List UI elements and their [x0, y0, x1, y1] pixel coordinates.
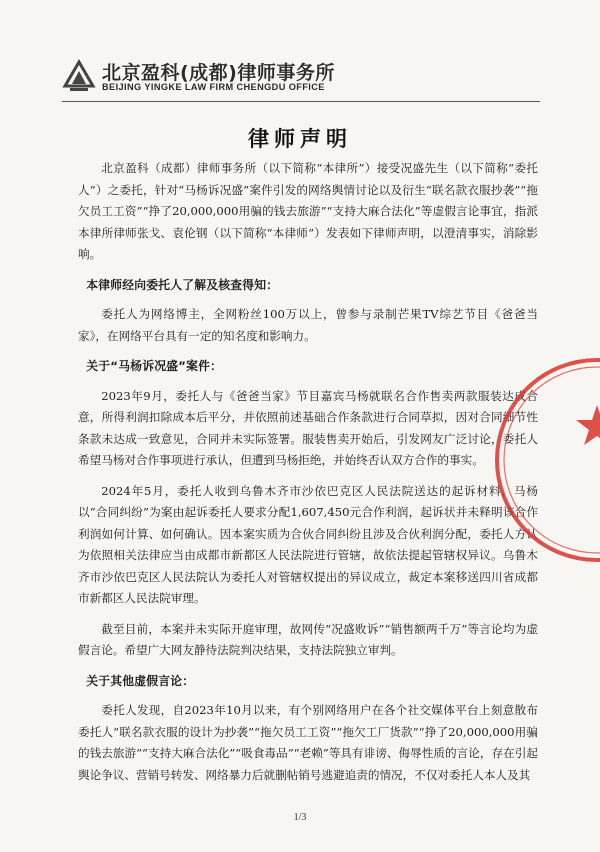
- red-seal-stamp: [487, 330, 600, 590]
- firm-name-en: BEIJING YINGKE LAW FIRM CHENGDU OFFICE: [102, 82, 325, 92]
- document-title: 律师声明: [248, 127, 352, 151]
- paragraph: 委托人发现，自2023年10月以来，有个别网络用户在各个社交媒体平台上刻意散布委托人“联名款衣服的设计为抄袭”“拖欠员工工资”“拖欠工厂货款”“挣了20,000,000用骗的钱去旅游”“支持大麻合法化”“吸食毒品”“老赖”等具有诽谤、侮辱性质的言论，存在引起舆论争议、营销号转发、网络暴力后就删帖销号逃避追责的情况，不仅对委托人本人及其: [78, 703, 538, 782]
- header-divider: [62, 101, 540, 102]
- document-body: [78, 158, 538, 795]
- section-heading: 关于其他虚假言论：: [86, 673, 195, 688]
- firm-name-cn: 北京盈科(成都)律师事务所: [102, 62, 335, 84]
- paragraph: 2023年9月，委托人与《爸爸当家》节目嘉宾马杨就联名合作售卖两款服装达成合意，所得利润扣除成本后平分，并依照前述基础合作条款进行合同草拟，因对合同细节性条款未达成一致意见，合同并未实际签署。服装售卖开始后，引发网友广泛讨论，委托人希望马杨对合作事项进行承认，但遭到马杨拒绝，并始终否认双方合作的事实。: [78, 388, 538, 467]
- page-number: 1/3: [293, 812, 307, 823]
- section-heading: 本律师经向委托人了解及核查得知：: [86, 277, 279, 292]
- letterhead: [62, 57, 482, 97]
- firm-logo-icon: [62, 59, 96, 93]
- paragraph: 委托人为网络博主，全网粉丝100万以上，曾参与录制芒果TV综艺节目《爸爸当家》，在网络平台具有一定的知名度和影响力。: [78, 307, 538, 343]
- paragraph: 2024年5月，委托人收到乌鲁木齐市沙依巴克区人民法院送达的起诉材料，马杨以“合同纠纷”为案由起诉委托人要求分配1,607,450元合作利润，起诉状并未释明该合作利润如何计算、如何确认。因本案实质为合伙合同纠纷且涉及合伙利润分配，委托人方认为依照相关法律应当由成都市新都区人民法院进行管辖，故依法提起管辖权异议。乌鲁木齐市沙依巴克区人民法院认为委托人对管辖权提出的异议成立，裁定本案移送四川省成都市新都区人民法院审理。: [78, 483, 538, 605]
- paragraph: 截至目前，本案并未实际开庭审理，故网传“况盛败诉”“销售额两千万”等言论均为虚假言论。希望广大网友静待法院判决结果，支持法院独立审判。: [78, 621, 538, 657]
- section-heading: 关于“马杨诉况盛”案件：: [86, 359, 223, 373]
- intro-paragraph: 北京盈科（成都）律师事务所（以下简称“本律所”）接受况盛先生（以下简称“委托人”）之委托，针对“马杨诉况盛”案件引发的网络舆情讨论以及衍生“联名款衣服抄袭”“拖欠员工工资”“挣了20,000,000用骗的钱去旅游”“支持大麻合法化”等虚假言论事宜，指派本律所律师张戈、袁伦钢（以下简称“本律师”）发表如下律师声明，以澄清事实，消除影响。: [78, 161, 538, 261]
